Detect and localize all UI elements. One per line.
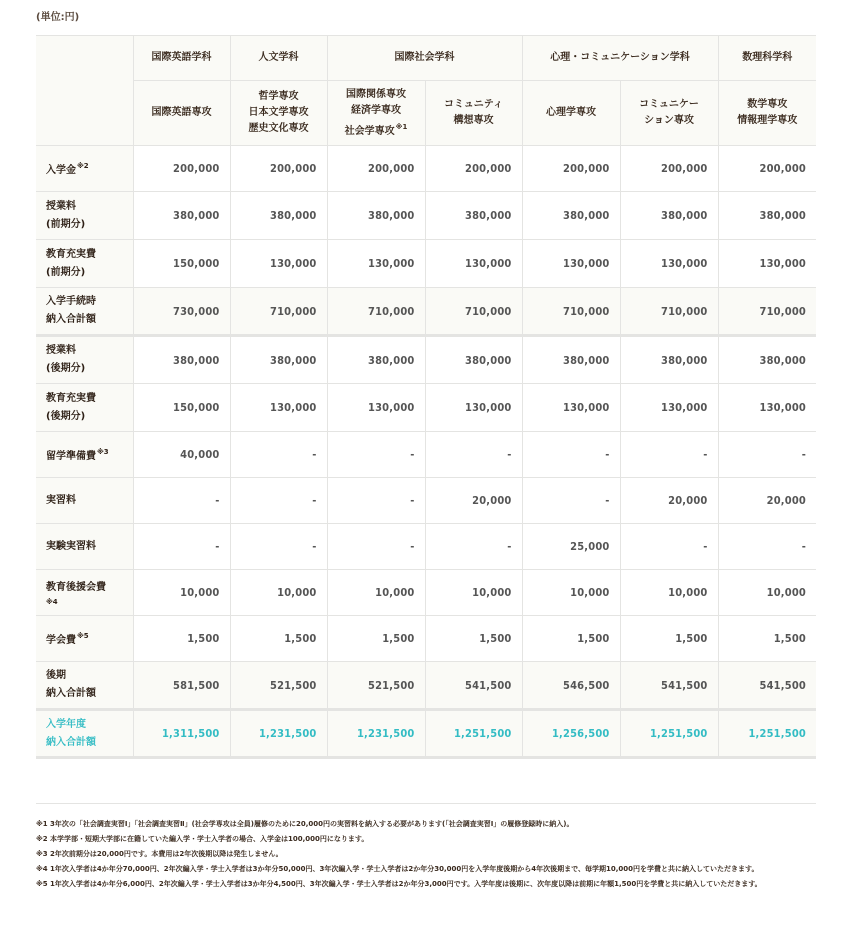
table-row-enrollment-total (36, 288, 816, 336)
footnotes (36, 819, 816, 894)
fee-value: 380,000 (718, 192, 816, 240)
fee-value: - (327, 524, 425, 570)
footnote-ref: ※5 (77, 632, 89, 640)
fee-value: - (718, 524, 816, 570)
fee-value: 380,000 (230, 192, 327, 240)
fee-value: - (522, 432, 620, 478)
fee-value: - (620, 524, 718, 570)
row-label: 後期 納入合計額 (36, 662, 133, 710)
fee-value: 1,251,500 (718, 710, 816, 758)
row-label: 教育充実費 (前期分) (36, 240, 133, 288)
fee-value: 380,000 (620, 336, 718, 384)
fee-value: 546,500 (522, 662, 620, 710)
table-row-support-association-fee (36, 570, 816, 616)
fee-value: 380,000 (425, 192, 522, 240)
major-header: 心理学専攻 (522, 81, 620, 146)
fee-value: - (522, 478, 620, 524)
fee-value: 130,000 (522, 384, 620, 432)
fee-value: 150,000 (133, 240, 230, 288)
fee-value: 200,000 (133, 146, 230, 192)
fee-value: 200,000 (522, 146, 620, 192)
fee-value: 1,500 (327, 616, 425, 662)
fee-value: 1,500 (620, 616, 718, 662)
fee-value: 380,000 (327, 336, 425, 384)
table-row-second-term-total (36, 662, 816, 710)
fee-value: 710,000 (620, 288, 718, 336)
department-header: 国際社会学科 (327, 36, 522, 81)
fee-value: 10,000 (620, 570, 718, 616)
fee-value: 1,251,500 (425, 710, 522, 758)
table-row-study-abroad-prep (36, 432, 816, 478)
department-header: 国際英語学科 (133, 36, 230, 81)
table-row-tuition-first (36, 192, 816, 240)
department-header-row (36, 36, 816, 81)
fee-value: 200,000 (718, 146, 816, 192)
row-label: 教育充実費 (後期分) (36, 384, 133, 432)
row-label: 授業料 (前期分) (36, 192, 133, 240)
fee-value: 710,000 (718, 288, 816, 336)
footnote-ref: ※2 (77, 162, 89, 170)
fee-value: - (230, 524, 327, 570)
unit-label: (単位:円) (36, 12, 80, 23)
fee-value: 130,000 (718, 240, 816, 288)
fee-value: 710,000 (230, 288, 327, 336)
footnote-ref: ※3 (97, 448, 109, 456)
fee-value: 25,000 (522, 524, 620, 570)
table-row-academic-society-fee (36, 616, 816, 662)
row-label: 留学準備費$^{※3}$ (36, 432, 133, 478)
fee-value: 20,000 (718, 478, 816, 524)
footnote: ※5 1年次入学者は4か年分6,000円、2年次編入学・学士入学者は3か年分4,500円、3年次編入学・学士入学者は2か年分3,000円です。入学年度は後期に、次年度以降は前期に年額1,500円を学費と共に納入していただきます。 (36, 880, 762, 888)
fee-value: 10,000 (425, 570, 522, 616)
row-label: 授業料 (後期分) (36, 336, 133, 384)
row-label: 教育後援会費 ※4 (36, 570, 133, 616)
fee-value: 130,000 (522, 240, 620, 288)
fee-value: 380,000 (327, 192, 425, 240)
fee-value: 1,311,500 (133, 710, 230, 758)
fee-value: 380,000 (133, 192, 230, 240)
fee-value: 541,500 (718, 662, 816, 710)
fee-value: - (718, 432, 816, 478)
fee-value: 1,251,500 (620, 710, 718, 758)
fee-value: - (133, 478, 230, 524)
row-label: 入学金$^{※2}$ (36, 146, 133, 192)
fee-value: 380,000 (425, 336, 522, 384)
fee-value: 1,500 (425, 616, 522, 662)
fee-value: 380,000 (522, 192, 620, 240)
fee-value: - (230, 478, 327, 524)
major-header-row (36, 81, 816, 146)
fee-value: 40,000 (133, 432, 230, 478)
fee-value: - (133, 524, 230, 570)
major-header: 国際英語専攻 (133, 81, 230, 146)
fee-value: 130,000 (327, 384, 425, 432)
row-label: 入学手続時 納入合計額 (36, 288, 133, 336)
fee-value: 730,000 (133, 288, 230, 336)
fee-value: 541,500 (425, 662, 522, 710)
fee-value: 1,500 (522, 616, 620, 662)
major-header: 国際関係専攻 経済学専攻 社会学専攻$^{※1}$ (327, 81, 425, 146)
table-row-first-year-total (36, 710, 816, 758)
fee-value: 380,000 (133, 336, 230, 384)
department-header: 数理科学科 (718, 36, 816, 81)
fee-value: - (425, 432, 522, 478)
table-row-enrichment-first (36, 240, 816, 288)
fee-value: 10,000 (718, 570, 816, 616)
fee-value: 380,000 (620, 192, 718, 240)
fee-value: 200,000 (230, 146, 327, 192)
fee-value: - (425, 524, 522, 570)
fee-value: 130,000 (718, 384, 816, 432)
fee-value: 521,500 (230, 662, 327, 710)
fee-value: 20,000 (425, 478, 522, 524)
footnote: ※2 本学学部・短期大学部に在籍していた編入学・学士入学者の場合、入学金は100,000円になります。 (36, 835, 369, 843)
fee-value: 10,000 (230, 570, 327, 616)
fee-value: 10,000 (522, 570, 620, 616)
fee-value: 10,000 (327, 570, 425, 616)
row-label: 実験実習料 (36, 524, 133, 570)
table-row-practicum-fee (36, 478, 816, 524)
row-label: 学会費$^{※5}$ (36, 616, 133, 662)
notes-divider (36, 803, 816, 804)
fee-value: 1,500 (133, 616, 230, 662)
footnote-ref: ※1 (395, 122, 408, 131)
fee-value: 521,500 (327, 662, 425, 710)
table-row-tuition-second (36, 336, 816, 384)
fee-value: 380,000 (522, 336, 620, 384)
fee-value: 200,000 (425, 146, 522, 192)
major-header: コミュニティ 構想専攻 (425, 81, 522, 146)
fee-value: 20,000 (620, 478, 718, 524)
department-header: 人文学科 (230, 36, 327, 81)
table-row-enrichment-second (36, 384, 816, 432)
fee-value: 1,231,500 (230, 710, 327, 758)
fee-value: - (230, 432, 327, 478)
major-header: コミュニケー ション専攻 (620, 81, 718, 146)
fee-value: 380,000 (230, 336, 327, 384)
fee-value: 380,000 (718, 336, 816, 384)
fee-value: - (327, 432, 425, 478)
fee-value: 710,000 (327, 288, 425, 336)
footnote: ※4 1年次入学者は4か年分70,000円、2年次編入学・学士入学者は3か年分50,000円、3年次編入学・学士入学者は2か年分30,000円を入学年度後期から4年次後期まで、毎学期10,000円を学費と共に納入していただきます。 (36, 865, 759, 873)
tuition-fee-table (36, 35, 816, 759)
fee-value: 130,000 (425, 384, 522, 432)
fee-value: 1,500 (718, 616, 816, 662)
row-label: 入学年度 納入合計額 (36, 710, 133, 758)
table-row-lab-fee (36, 524, 816, 570)
fee-value: 1,231,500 (327, 710, 425, 758)
fee-value: 1,500 (230, 616, 327, 662)
major-header: 哲学専攻 日本文学専攻 歴史文化専攻 (230, 81, 327, 146)
fee-value: 541,500 (620, 662, 718, 710)
fee-value: 200,000 (620, 146, 718, 192)
fee-value: 130,000 (620, 384, 718, 432)
fee-value: 150,000 (133, 384, 230, 432)
fee-value: 200,000 (327, 146, 425, 192)
fee-value: 710,000 (522, 288, 620, 336)
fee-value: - (327, 478, 425, 524)
fee-value: - (620, 432, 718, 478)
table-row-entrance-fee (36, 146, 816, 192)
fee-value: 581,500 (133, 662, 230, 710)
major-header: 数学専攻 情報理学専攻 (718, 81, 816, 146)
fee-value: 130,000 (620, 240, 718, 288)
fee-value: 710,000 (425, 288, 522, 336)
fee-value: 130,000 (327, 240, 425, 288)
footnote: ※3 2年次前期分は20,000円です。本費用は2年次後期以降は発生しません。 (36, 850, 283, 858)
fee-value: 1,256,500 (522, 710, 620, 758)
footnote-ref: ※4 (46, 597, 58, 606)
corner-cell (36, 36, 133, 146)
row-label: 実習料 (36, 478, 133, 524)
fee-value: 130,000 (230, 240, 327, 288)
fee-value: 10,000 (133, 570, 230, 616)
department-header: 心理・コミュニケーション学科 (522, 36, 718, 81)
fee-value: 130,000 (425, 240, 522, 288)
footnote: ※1 3年次の「社会調査実習Ⅰ」「社会調査実習Ⅱ」(社会学専攻は全員)履修のために20,000円の実習料を納入する必要があります(「社会調査実習Ⅰ」の履修登録時に納入)。 (36, 820, 574, 828)
fee-value: 130,000 (230, 384, 327, 432)
